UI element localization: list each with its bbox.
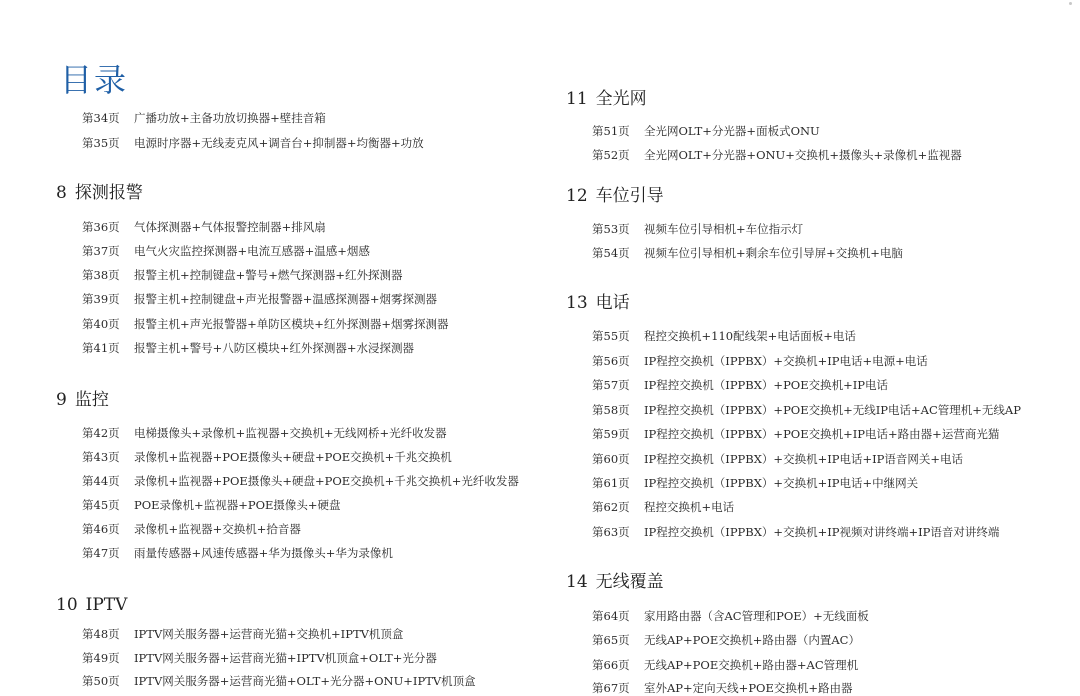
- section-number: 12: [566, 186, 588, 206]
- entry-text: 全光网OLT+分光器+ONU+交换机+摄像头+录像机+监视器: [644, 148, 962, 162]
- entry-text: 报警主机+声光报警器+单防区模块+红外探测器+烟雾探测器: [134, 317, 449, 331]
- section-number: 11: [566, 89, 588, 109]
- entry-text: 程控交换机+110配线架+电话面板+电话: [644, 329, 856, 343]
- toc-entry[interactable]: [82, 449, 452, 465]
- entry-page: 第47页: [82, 546, 120, 560]
- entry-page: 第65页: [592, 633, 630, 647]
- section-title: IPTV: [85, 595, 128, 615]
- entry-page: 第43页: [82, 450, 120, 464]
- entry-text: 全光网OLT+分光器+面板式ONU: [644, 124, 820, 138]
- entry-text: 广播功放+主备功放切换器+壁挂音箱: [134, 111, 326, 125]
- entry-text: IP程控交换机（IPPBX）+交换机+IP电话+电源+电话: [644, 354, 928, 368]
- section-number: 9: [56, 390, 67, 410]
- entry-page: 第55页: [592, 329, 630, 343]
- section-number: 13: [566, 293, 588, 313]
- toc-entry[interactable]: [82, 425, 447, 441]
- toc-entry[interactable]: [82, 267, 403, 283]
- section-heading: [56, 390, 109, 410]
- entry-page: 第61页: [592, 476, 630, 490]
- entry-text: 程控交换机+电话: [644, 500, 735, 514]
- entry-text: 无线AP+POE交换机+路由器+AC管理机: [644, 658, 859, 672]
- toc-entry[interactable]: [82, 626, 403, 642]
- toc-entry[interactable]: [592, 402, 1021, 418]
- section-number: 14: [566, 572, 588, 592]
- entry-page: 第59页: [592, 427, 630, 441]
- section-title: 电话: [595, 293, 630, 313]
- toc-entry[interactable]: [592, 499, 734, 515]
- entry-page: 第57页: [592, 378, 630, 392]
- toc-entry[interactable]: [82, 545, 393, 561]
- entry-text: 家用路由器（含AC管理和POE）+无线面板: [644, 609, 869, 623]
- toc-entry[interactable]: [82, 291, 437, 307]
- toc-entry[interactable]: [592, 123, 820, 139]
- toc-entry[interactable]: [592, 221, 803, 237]
- toc-entry[interactable]: [592, 451, 963, 467]
- entry-text: IPTV网关服务器+运营商光猫+交换机+IPTV机顶盒: [134, 627, 404, 641]
- entry-text: IP程控交换机（IPPBX）+交换机+IP视频对讲终端+IP语音对讲终端: [644, 525, 1000, 539]
- toc-entry[interactable]: [82, 673, 476, 689]
- entry-page: 第41页: [82, 341, 120, 355]
- toc-entry[interactable]: [592, 524, 999, 540]
- entry-page: 第64页: [592, 609, 630, 623]
- entry-page: 第36页: [82, 220, 120, 234]
- section-title: 无线覆盖: [595, 572, 664, 592]
- section-heading: [56, 595, 127, 615]
- entry-page: 第46页: [82, 522, 120, 536]
- entry-page: 第39页: [82, 292, 120, 306]
- toc-entry[interactable]: [592, 475, 918, 491]
- section-number: 10: [56, 595, 78, 615]
- corner-mark: [1069, 2, 1072, 5]
- entry-text: IP程控交换机（IPPBX）+POE交换机+无线IP电话+AC管理机+无线AP: [644, 403, 1021, 417]
- entry-text: IP程控交换机（IPPBX）+POE交换机+IP电话: [644, 378, 889, 392]
- toc-entry[interactable]: [82, 219, 326, 235]
- toc-entry[interactable]: [592, 632, 860, 648]
- entry-page: 第35页: [82, 136, 120, 150]
- entry-page: 第40页: [82, 317, 120, 331]
- entry-text: 报警主机+控制键盘+声光报警器+温感探测器+烟雾探测器: [134, 292, 438, 306]
- entry-text: 视频车位引导相机+车位指示灯: [644, 222, 804, 236]
- entry-page: 第62页: [592, 500, 630, 514]
- entry-text: 电梯摄像头+录像机+监视器+交换机+无线网桥+光纤收发器: [134, 426, 447, 440]
- entry-text: 气体探测器+气体报警控制器+排风扇: [134, 220, 326, 234]
- entry-text: POE录像机+监视器+POE摄像头+硬盘: [134, 498, 341, 512]
- toc-entry[interactable]: [82, 316, 449, 332]
- toc-entry[interactable]: [82, 521, 301, 537]
- section-heading: [566, 186, 664, 206]
- toc-title: 目录: [60, 61, 129, 99]
- entry-text: IPTV网关服务器+运营商光猫+OLT+光分器+ONU+IPTV机顶盒: [134, 674, 476, 688]
- entry-page: 第56页: [592, 354, 630, 368]
- toc-entry[interactable]: [82, 110, 326, 126]
- entry-text: 无线AP+POE交换机+路由器（内置AC）: [644, 633, 860, 647]
- entry-text: 电源时序器+无线麦克风+调音台+抑制器+均衡器+功放: [134, 136, 424, 150]
- entry-page: 第37页: [82, 244, 120, 258]
- entry-page: 第63页: [592, 525, 630, 539]
- entry-text: IP程控交换机（IPPBX）+交换机+IP电话+IP语音网关+电话: [644, 452, 964, 466]
- entry-page: 第51页: [592, 124, 630, 138]
- entry-page: 第45页: [82, 498, 120, 512]
- toc-entry[interactable]: [592, 377, 888, 393]
- entry-text: IP程控交换机（IPPBX）+交换机+IP电话+中继网关: [644, 476, 919, 490]
- entry-text: 电气火灾监控探测器+电流互感器+温感+烟感: [134, 244, 370, 258]
- section-heading: [566, 89, 647, 109]
- entry-page: 第52页: [592, 148, 630, 162]
- toc-entry[interactable]: [82, 340, 414, 356]
- entry-text: IP程控交换机（IPPBX）+POE交换机+IP电话+路由器+运营商光猫: [644, 427, 1000, 441]
- toc-entry[interactable]: [82, 135, 424, 151]
- entry-page: 第53页: [592, 222, 630, 236]
- section-heading: [566, 572, 664, 592]
- entry-page: 第49页: [82, 651, 120, 665]
- entry-page: 第38页: [82, 268, 120, 282]
- toc-entry[interactable]: [592, 657, 858, 673]
- section-number: 8: [56, 183, 67, 203]
- toc-entry[interactable]: [592, 426, 999, 442]
- toc-entry[interactable]: [82, 243, 370, 259]
- section-title: 全光网: [595, 89, 647, 109]
- entry-page: 第50页: [82, 674, 120, 688]
- toc-entry[interactable]: [82, 473, 519, 489]
- entry-text: 雨量传感器+风速传感器+华为摄像头+华为录像机: [134, 546, 393, 560]
- entry-text: 报警主机+控制键盘+警号+燃气探测器+红外探测器: [134, 268, 403, 282]
- toc-entry[interactable]: [592, 608, 869, 624]
- entry-page: 第54页: [592, 246, 630, 260]
- entry-page: 第34页: [82, 111, 120, 125]
- toc-entry[interactable]: [592, 353, 928, 369]
- section-title: 车位引导: [595, 186, 664, 206]
- entry-page: 第42页: [82, 426, 120, 440]
- section-title: 探测报警: [74, 183, 143, 203]
- entry-page: 第66页: [592, 658, 630, 672]
- entry-text: IPTV网关服务器+运营商光猫+IPTV机顶盒+OLT+光分器: [134, 651, 437, 665]
- section-heading: [56, 183, 143, 203]
- entry-text: 报警主机+警号+八防区模块+红外探测器+水浸探测器: [134, 341, 415, 355]
- entry-page: 第48页: [82, 627, 120, 641]
- toc-entry[interactable]: [592, 245, 903, 261]
- toc-entry[interactable]: [82, 650, 437, 666]
- toc-entry[interactable]: [592, 328, 856, 344]
- toc-entry[interactable]: [82, 497, 341, 513]
- entry-page: 第44页: [82, 474, 120, 488]
- section-heading: [566, 293, 630, 313]
- toc-entry[interactable]: [592, 147, 962, 163]
- entry-text: 录像机+监视器+POE摄像头+硬盘+POE交换机+千兆交换机: [134, 450, 452, 464]
- section-title: 监控: [74, 390, 109, 410]
- entry-page: 第58页: [592, 403, 630, 417]
- entry-text: 录像机+监视器+POE摄像头+硬盘+POE交换机+千兆交换机+光纤收发器: [134, 474, 519, 488]
- entry-page: 第67页: [592, 681, 630, 695]
- entry-text: 视频车位引导相机+剩余车位引导屏+交换机+电脑: [644, 246, 903, 260]
- entry-text: 录像机+监视器+交换机+拾音器: [134, 522, 301, 536]
- entry-page: 第60页: [592, 452, 630, 466]
- toc-entry[interactable]: [592, 680, 853, 696]
- entry-text: 室外AP+定向天线+POE交换机+路由器: [644, 681, 853, 695]
